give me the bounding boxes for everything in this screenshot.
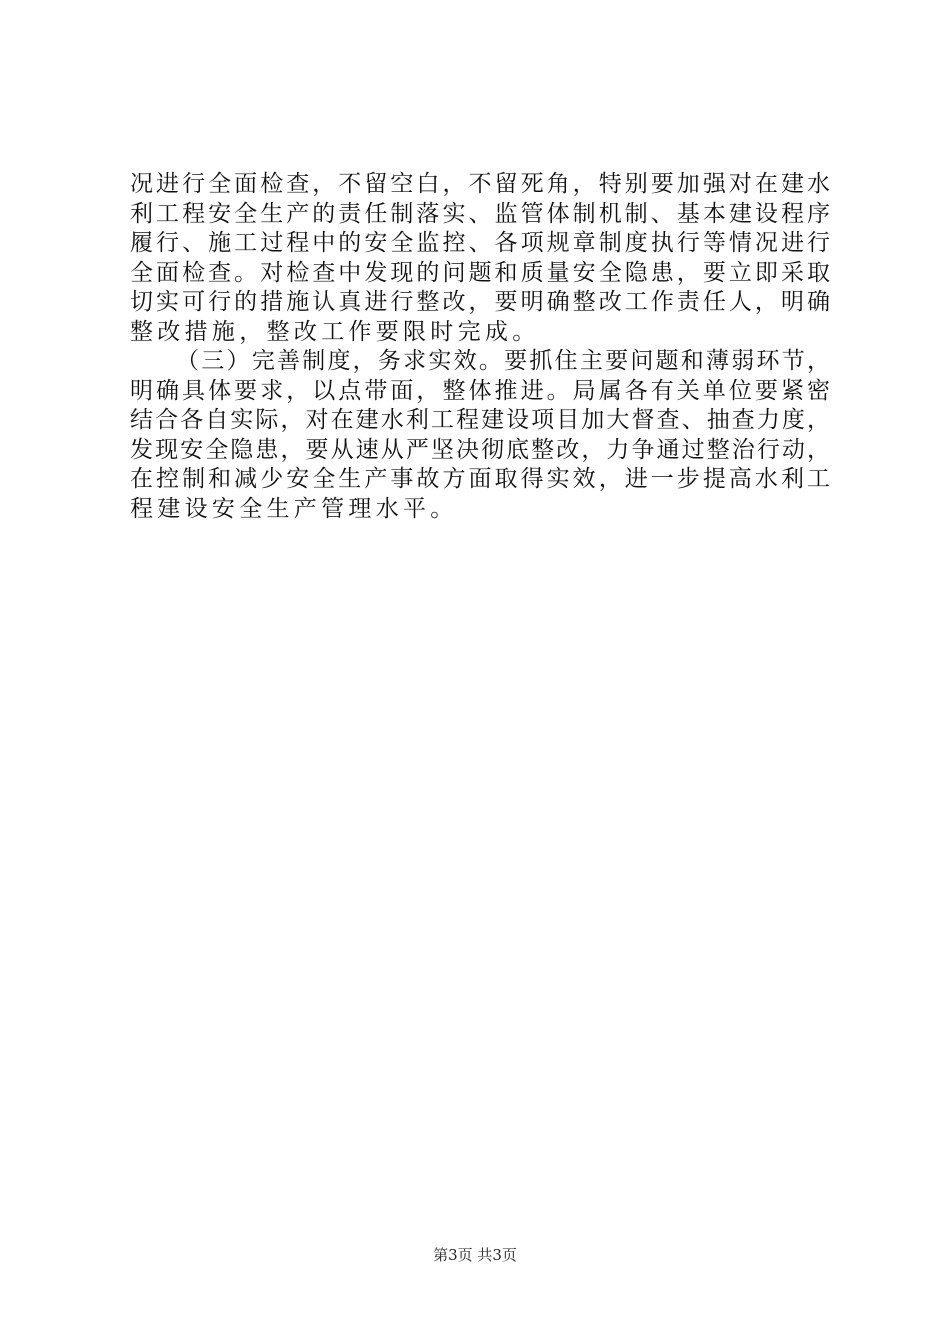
text-line: 发现安全隐患，要从速从严坚决彻底整改，力争通过整治行动， — [130, 436, 830, 463]
text-line: 程建设安全生产管理水平。 — [130, 495, 458, 522]
text-line: 明确具体要求，以点带面，整体推进。局属各有关单位要紧密 — [130, 377, 830, 404]
document-body — [130, 170, 830, 524]
text-line: 利工程安全生产的责任制落实、监管体制机制、基本建设程序 — [130, 200, 830, 227]
text-line: 在控制和减少安全生产事故方面取得实效，进一步提高水利工 — [130, 466, 830, 492]
text-line: 结合各自实际，对在建水利工程建设项目加大督查、抽查力度， — [130, 407, 830, 433]
page-number-footer: 第3页 共3页 — [433, 1246, 517, 1264]
text-line-paragraph-start: （三）完善制度，务求实效。要抓住主要问题和薄弱环节， — [176, 348, 830, 374]
text-line: 全面检查。对检查中发现的问题和质量安全隐患，要立即采取 — [130, 259, 830, 286]
text-line: 履行、施工过程中的安全监控、各项规章制度执行等情况进行 — [130, 230, 830, 256]
text-line: 切实可行的措施认真进行整改，要明确整改工作责任人，明确 — [130, 289, 830, 315]
text-line: 况进行全面检查，不留空白，不留死角，特别要加强对在建水 — [130, 171, 830, 197]
text-line: 整改措施，整改工作要限时完成。 — [130, 318, 540, 345]
